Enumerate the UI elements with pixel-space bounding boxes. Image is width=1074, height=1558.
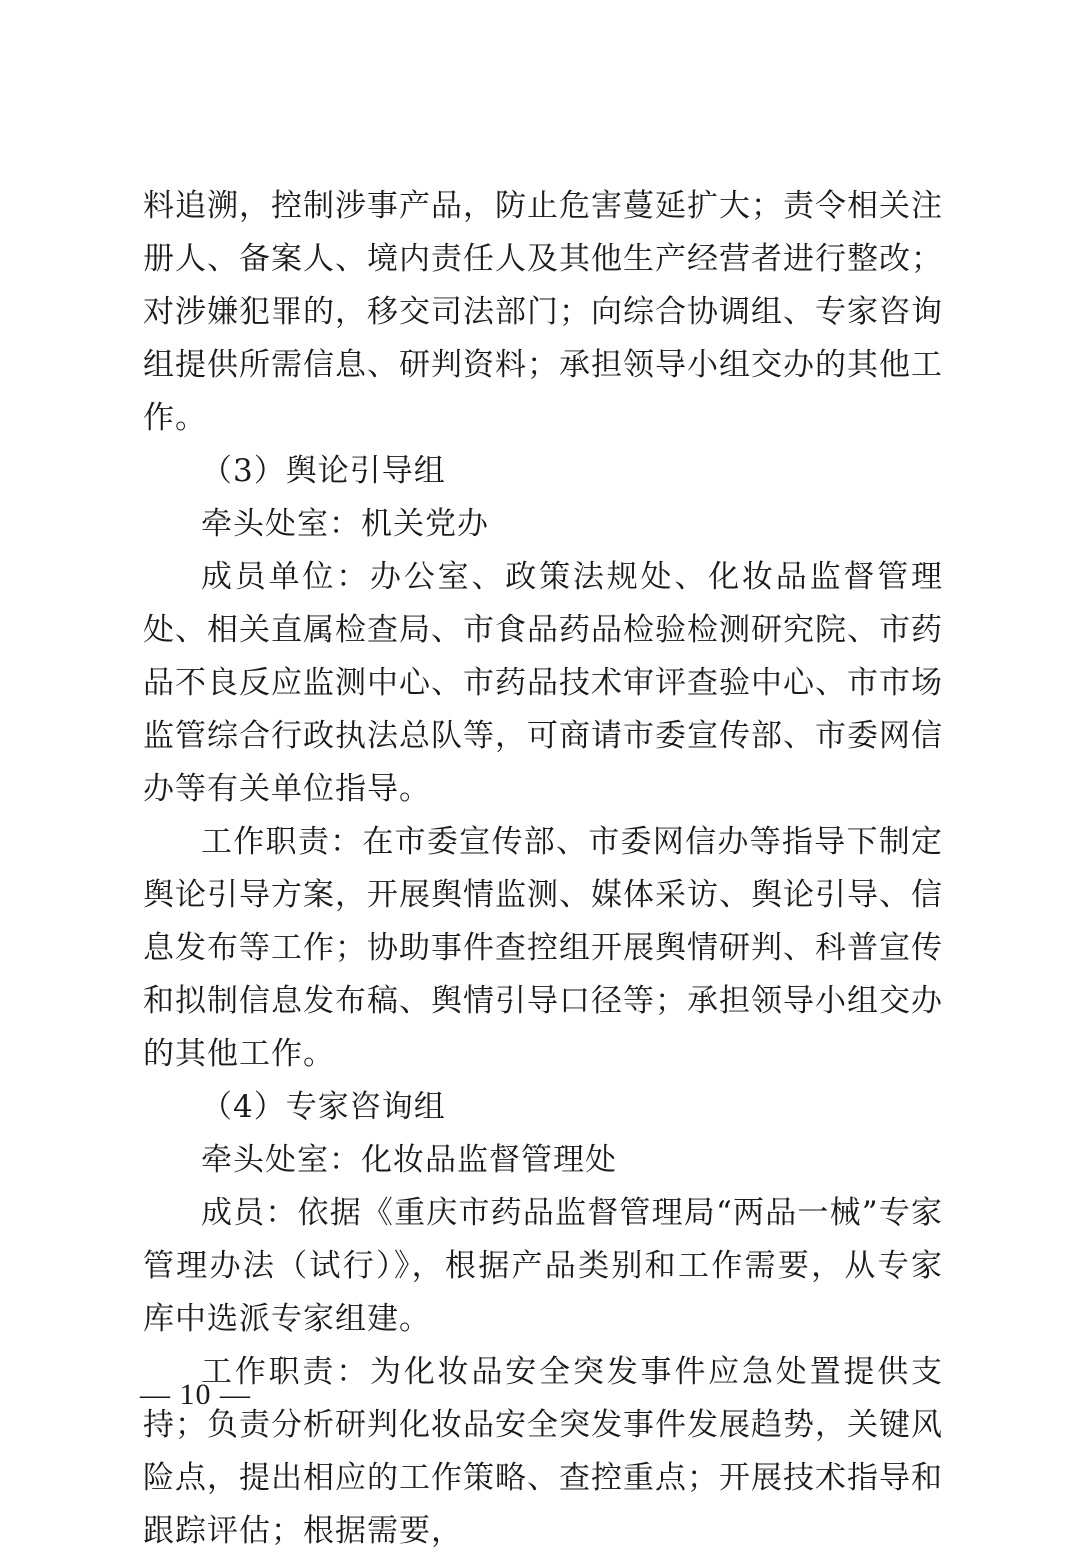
paragraph-continuation: 料追溯，控制涉事产品，防止危害蔓延扩大；责令相关注册人、备案人、境内责任人及其他生产经营者进行整改；对涉嫌犯罪的，移交司法部门；向综合协调组、专家咨询组提供所需信息、研判资料；承担领导小组交办的其他工作。 — [143, 188, 943, 436]
duties-public-opinion: 工作职责：在市委宣传部、市委网信办等指导下制定舆论引导方案，开展舆情监测、媒体采访、舆论引导、信息发布等工作；协助事件查控组开展舆情研判、科普宣传和拟制信息发布稿、舆情引导口径等；承担领导小组交办的其他工作。 — [143, 824, 943, 1072]
heading-public-opinion-group: （3）舆论引导组 — [201, 453, 446, 489]
page-body — [143, 180, 943, 1558]
lead-office-public-opinion: 牵头处室：机关党办 — [201, 506, 489, 542]
members-expert: 成员：依据《重庆市药品监督管理局“两品一械”专家管理办法（试行）》，根据产品类别和工作需要，从专家库中选派专家组建。 — [143, 1195, 943, 1337]
heading-expert-group: （4）专家咨询组 — [201, 1089, 446, 1125]
lead-office-expert: 牵头处室：化妆品监督管理处 — [201, 1142, 617, 1178]
duties-expert: 工作职责：为化妆品安全突发事件应急处置提供支持；负责分析研判化妆品安全突发事件发展趋势，关键风险点，提出相应的工作策略、查控重点；开展技术指导和跟踪评估；根据需要， — [143, 1354, 943, 1549]
member-units-public-opinion: 成员单位：办公室、政策法规处、化妆品监督管理处、相关直属检查局、市食品药品检验检测研究院、市药品不良反应监测中心、市药品技术审评查验中心、市市场监管综合行政执法总队等，可商请市委宣传部、市委网信办等有关单位指导。 — [143, 559, 943, 807]
page-number: — 10 — — [140, 1378, 251, 1411]
